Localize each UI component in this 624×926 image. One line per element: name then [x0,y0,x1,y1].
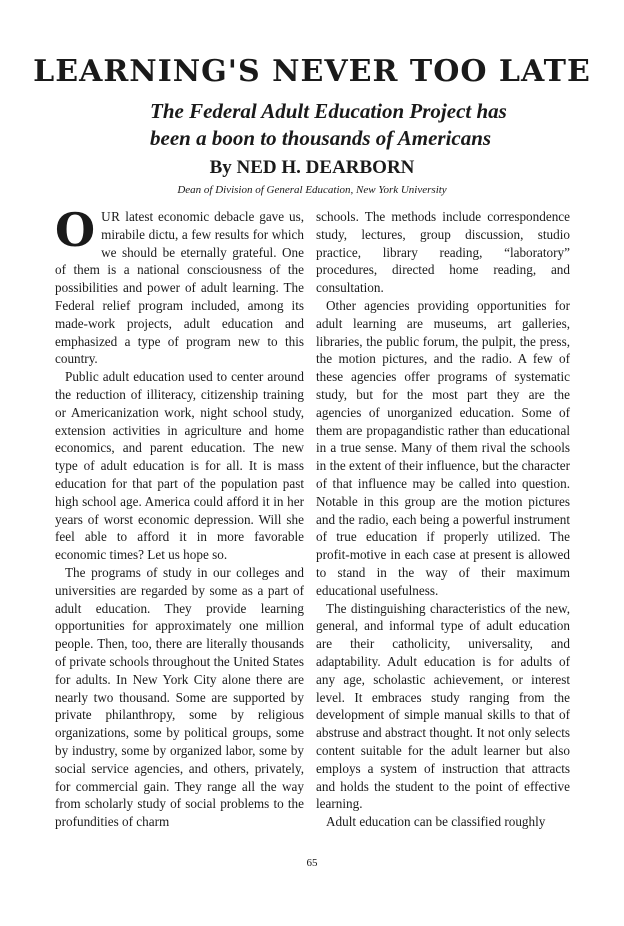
page-number: 65 [306,857,318,869]
lead-in: UR [101,209,121,224]
left-paragraph-1 [55,203,305,368]
right-paragraph-2: Other agencies providing opportunities for adult learning are museums, art galleries, libraries, the public forum, the pulpit, the press, the motion pictures, and the radio. A few of these agencies offer programs of systematic study, but for the most part they are the agencies of unorganized education. Some of them are propagandistic rather than educational in a true sense. Many of them rival the schools in the extent of their influence, but the character of that influence may be called into question. Notable in this group are the motion pictures and the radio, each being a powerful instrument of true education if properly utilized. The profit-motive in each case at present is allowed to stand in the way of their maximum educational usefulness. [316,297,570,598]
left-paragraph-3: The programs of study in our colleges and universities are regarded by some as a part of adult education. They provide learning opportunities for approximately one million people. Then, too, there are literally thousands of private schools throughout the United States for adults. In New York City alone there are nearly two thousand. Some are supported by private philanthropy, some by religious organizations, some by political groups, some by industry, some by organized labor, some by social service agencies, and others, privately, for commercial gain. They range all the way from scholarly study of social problems to the profundities of charm [55,564,304,830]
left-paragraph-1-text: latest economic debacle gave us, mirabile dictu, a few results for which we should be eternally grateful. One of them is a national consciousness of the possibilities and power of adult learning. The Federal relief program included, among its made-work projects, adult education and emphasized a type of program new to this country. [55,209,305,367]
left-paragraph-2: Public adult education used to center around the reduction of illiteracy, citizenship training or Americanization work, night school study, extension activities in agriculture and home economics, and parent education. The new type of adult education is for all. It is mass education for that part of the population past high school age. America could afford it in her years of worst economic depression. Will she feel able to afford it in more favorable economic times? Let us hope so. [55,369,304,563]
right-paragraph-4: Adult education can be classified roughly [326,814,546,830]
left-column [55,203,305,831]
right-paragraph-3: The distinguishing characteristics of the new, general, and informal type of adult education are their catholicity, universality, and adaptability. Adult education is for adults of any age, scholastic achievement, or interest level. It embraces study ranging from the development of simple manual skills to that of abstruse and abstract thought. It not only selects content suitable for the adult learner but also employs a system of instruction that attracts and holds the student to the point of effective learning. [316,600,570,812]
byline-prefix: By [209,157,232,178]
subtitle-line-1: The Federal Adult Education Project has [150,99,507,123]
subtitle-line-2: been a boon to thousands of Americans [150,126,492,150]
article-title: LEARNING'S NEVER TOO LATE [33,54,591,89]
article-subtitle [150,98,580,152]
byline [0,157,624,179]
author-name: NED H. DEARBORN [236,157,415,178]
author-affiliation: Dean of Division of General Education, New York University [177,184,447,196]
right-column [316,208,570,831]
right-paragraph-1: schools. The methods include correspondence study, lectures, group discussion, studio practice, library reading, “laboratory” procedures, directed home reading, and consultation. [316,209,570,296]
drop-cap: O [55,203,96,257]
